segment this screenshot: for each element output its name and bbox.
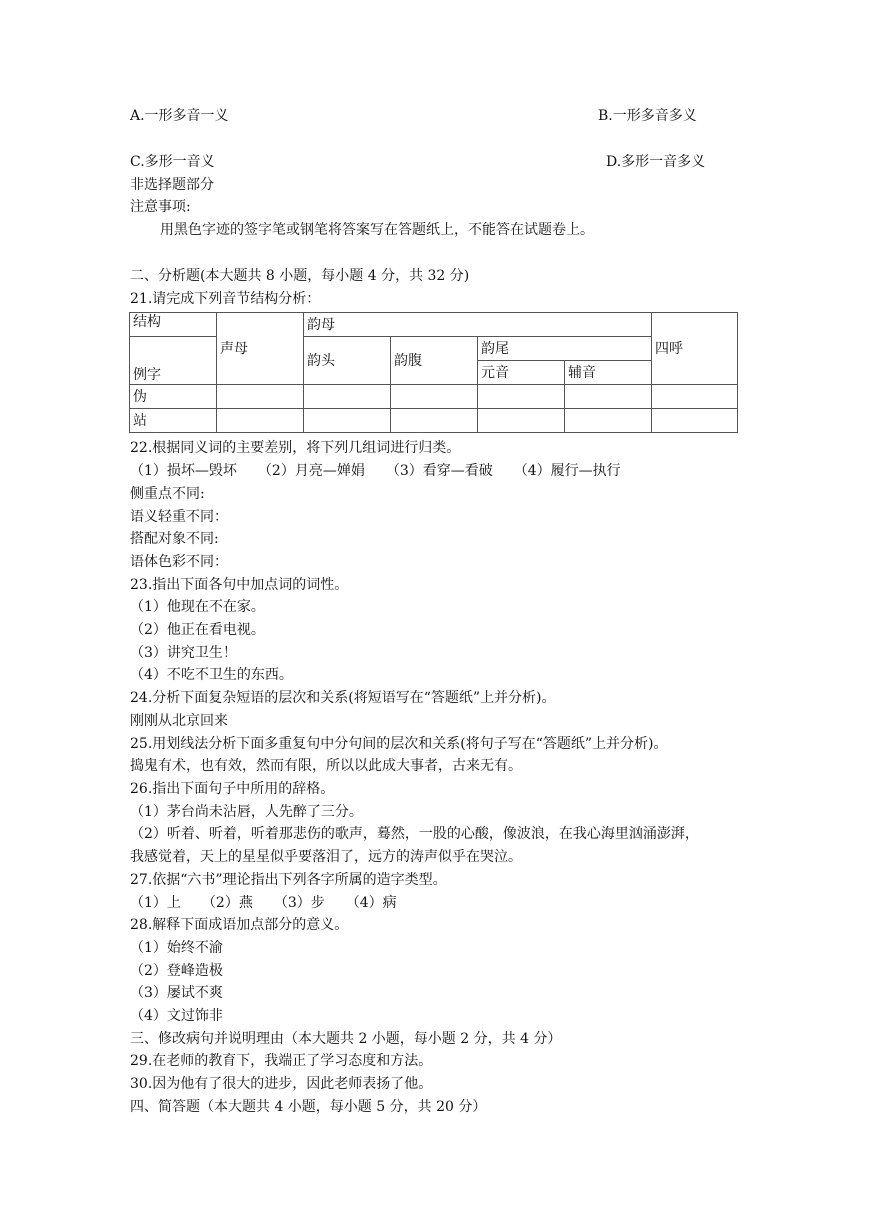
question-26-item: （2）听着、听着，听着那悲伤的歌声，蓦然，一股的心酸，像波浪，在我心海里汹涌澎湃， bbox=[130, 826, 699, 842]
header-consonant: 辅音 bbox=[565, 361, 652, 385]
question-29: 29.在老师的教育下，我端正了学习态度和方法。 bbox=[130, 1053, 433, 1069]
notice-label: 注意事项: bbox=[130, 199, 191, 215]
answer-cell bbox=[478, 385, 565, 409]
answer-cell bbox=[217, 385, 304, 409]
answer-cell bbox=[565, 385, 652, 409]
answer-cell bbox=[565, 409, 652, 433]
answer-cell bbox=[304, 385, 391, 409]
header-vowel: 元音 bbox=[478, 361, 565, 385]
question-23-item: （3）讲究卫生！ bbox=[130, 645, 237, 661]
question-24: 24.分析下面复杂短语的层次和关系(将短语写在“答题纸”上并分析)。 bbox=[130, 690, 556, 706]
question-27: 27.依据“六书”理论指出下列各字所属的造字类型。 bbox=[130, 872, 447, 888]
header-final: 韵母 bbox=[304, 313, 652, 337]
question-30: 30.因为他有了很大的进步，因此老师表扬了他。 bbox=[130, 1076, 433, 1092]
category-line: 侧重点不同: bbox=[130, 486, 205, 502]
question-21: 21.请完成下列音节结构分析： bbox=[130, 291, 321, 307]
question-26-item-cont: 我感觉着，天上的星星似乎要落泪了，远方的涛声似乎在哭泣。 bbox=[130, 849, 522, 865]
question-26: 26.指出下面句子中所用的辞格。 bbox=[130, 781, 335, 797]
answer-cell bbox=[391, 409, 478, 433]
category-line: 语义轻重不同： bbox=[130, 509, 228, 525]
notice-text: 用黑色字迹的签字笔或钢笔将答案写在答题纸上，不能答在试题卷上。 bbox=[160, 222, 594, 238]
category-line: 搭配对象不同: bbox=[130, 531, 219, 547]
header-ending: 韵尾 bbox=[478, 337, 652, 361]
question-23-item: （1）他现在不在家。 bbox=[130, 599, 265, 615]
question-28-item: （1）始终不渝 bbox=[130, 940, 223, 956]
answer-cell bbox=[304, 409, 391, 433]
question-23-item: （2）他正在看电视。 bbox=[130, 622, 265, 638]
question-27-items: （1）上 （2）燕 （3）步 （4）病 bbox=[130, 895, 397, 911]
section-4-title: 四、简答题（本大题共 4 小题，每小题 5 分，共 20 分） bbox=[130, 1099, 487, 1115]
header-structure: 结构 bbox=[130, 313, 217, 337]
header-example: 例字 bbox=[130, 337, 217, 385]
section-3-title: 三、修改病句并说明理由（本大题共 2 小题，每小题 2 分，共 4 分） bbox=[130, 1031, 562, 1047]
answer-cell bbox=[478, 409, 565, 433]
question-24-phrase: 刚刚从北京回来 bbox=[130, 713, 228, 729]
question-25: 25.用划线法分析下面多重复句中分句间的层次和关系(将句子写在“答题纸”上并分析)。 bbox=[130, 736, 668, 752]
answer-cell bbox=[652, 385, 738, 409]
table-row bbox=[130, 409, 738, 433]
header-medial: 韵头 bbox=[304, 337, 391, 385]
answer-cell bbox=[652, 409, 738, 433]
question-22-items: （1）损坏—毁坏 （2）月亮—婵娟 （3）看穿—看破 （4）履行—执行 bbox=[130, 463, 621, 479]
answer-cell bbox=[391, 385, 478, 409]
question-23-item: （4）不吃不卫生的东西。 bbox=[130, 667, 293, 683]
header-initial: 声母 bbox=[217, 313, 304, 385]
option-c: C.多形一音义 bbox=[130, 154, 215, 170]
question-28: 28.解释下面成语加点部分的意义。 bbox=[130, 917, 349, 933]
syllable-structure-table bbox=[129, 312, 738, 433]
option-d: D.多形一音多义 bbox=[606, 154, 706, 170]
header-main-vowel: 韵腹 bbox=[391, 337, 478, 385]
question-22: 22.根据同义词的主要差别，将下列几组词进行归类。 bbox=[130, 440, 461, 456]
question-28-item: （2）登峰造极 bbox=[130, 963, 223, 979]
question-26-item: （1）茅台尚未沾唇，人先醉了三分。 bbox=[130, 804, 363, 820]
question-25-sentence: 捣鬼有术，也有效，然而有限，所以以此成大事者，古来无有。 bbox=[130, 758, 522, 774]
question-28-item: （4）文过饰非 bbox=[130, 1008, 223, 1024]
section-2-title: 二、分析题(本大题共 8 小题，每小题 4 分，共 32 分) bbox=[130, 268, 470, 284]
question-23: 23.指出下面各句中加点词的词性。 bbox=[130, 577, 349, 593]
table-row bbox=[130, 385, 738, 409]
option-a: A.一形多音一义 bbox=[130, 108, 229, 124]
question-28-item: （3）屡试不爽 bbox=[130, 985, 223, 1001]
header-four-hu: 四呼 bbox=[652, 313, 738, 385]
row-char-2: 站 bbox=[130, 409, 217, 433]
option-b: B.一形多音多义 bbox=[598, 108, 697, 124]
category-line: 语体色彩不同： bbox=[130, 554, 228, 570]
nonchoice-header: 非选择题部分 bbox=[130, 177, 214, 193]
row-char-1: 伪 bbox=[130, 385, 217, 409]
answer-cell bbox=[217, 409, 304, 433]
